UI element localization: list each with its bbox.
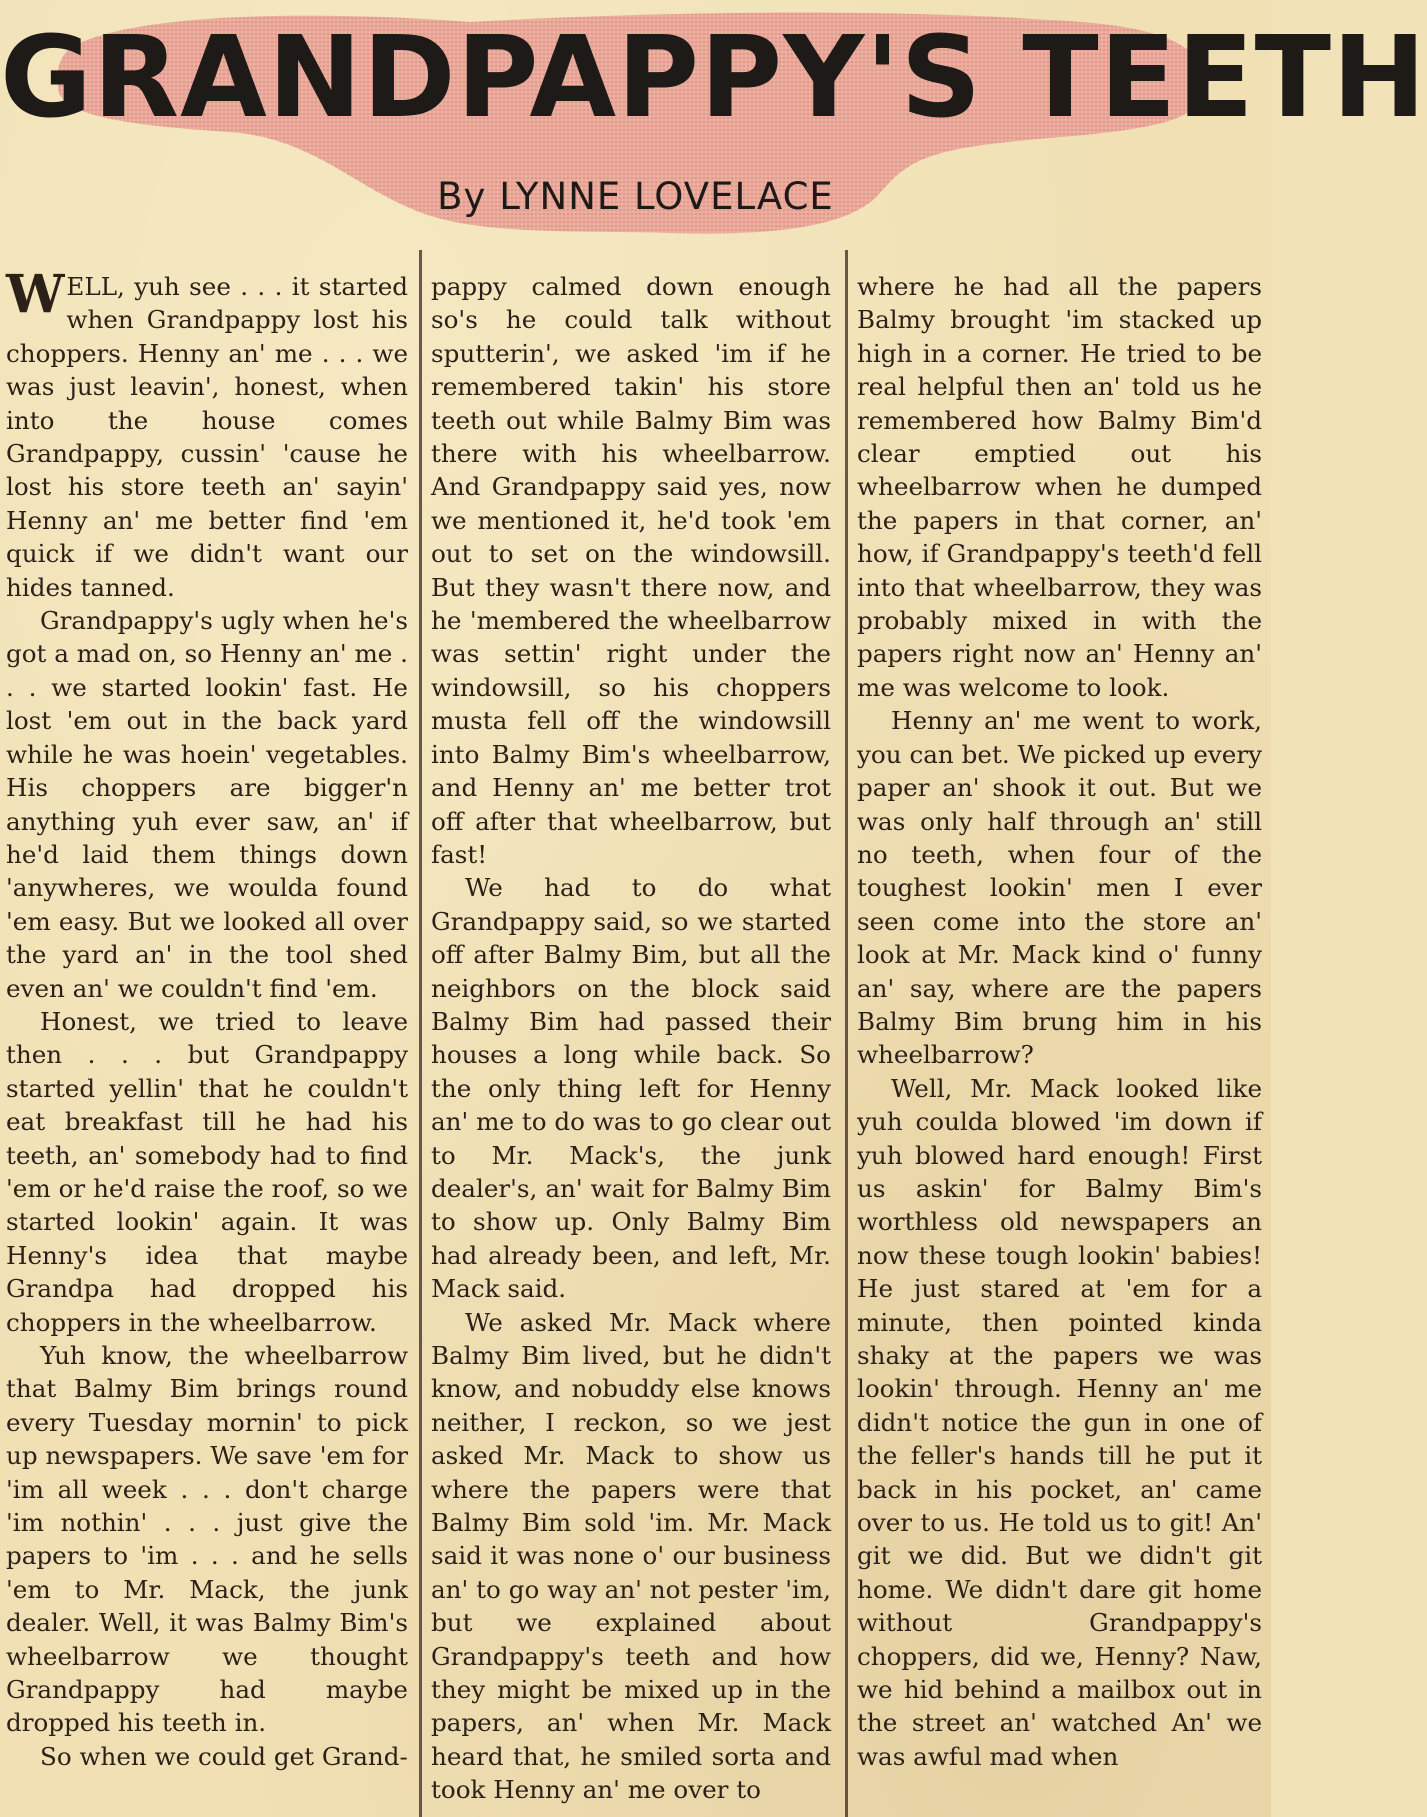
paragraph: where he had all the papers Balmy brought 'im stacked up high in a corner. He tried to be real helpful then an' told us he remembered how Balmy Bim'd clear emptied out his wheelbarrow when he dumped the papers in that corner, an' how, if Grandpappy's teeth'd fell into that wheelbarrow, they was probably mixed in with the papers right now an' Henny an' me was welcome to look. xyxy=(857,272,1262,702)
drop-cap: W xyxy=(6,264,65,325)
paragraph: Grandpappy's ugly when he's got a mad on, so Henny an' me . . . we started lookin' fast. He lost 'em out in the back yard while he was hoein' vegetables. His choppers are bigger'n anything yuh ever saw, an' if he'd laid them things down 'anywheres, we woulda found 'em easy. But we looked all over the yard an' in the tool shed even an' we couldn't find 'em. xyxy=(6,606,408,1003)
story-column-1 xyxy=(6,264,408,1773)
story-byline: By LYNNE LOVELACE xyxy=(437,175,834,218)
paragraph: We had to do what Grandpappy said, so we started off after Balmy Bim, but all the neighbors on the block said Balmy Bim had passed their houses a long while back. So the only thing left for Henny an' me to do was to go clear out to Mr. Mack's, the junk dealer's, an' wait for Balmy Bim to show up. Only Balmy Bim had already been, and left, Mr. Mack said. xyxy=(431,873,831,1304)
story-column-3 xyxy=(857,270,1262,1773)
paragraph: We asked Mr. Mack where Balmy Bim lived, but he didn't know, and nobuddy else knows neither, I reckon, so we jest asked Mr. Mack to show us where the papers were that Balmy Bim sold 'im. Mr. Mack said it was none o' our business an' to go way an' not pester 'im, but we explained about Grandpappy's teeth and how they might be mixed up in the papers, an' when Mr. Mack heard that, he smiled sorta and took Henny an' me over to xyxy=(431,1307,831,1805)
paragraph-text: ELL, yuh see . . . it started when Grandpappy lost his choppers. Henny an' me . . . we was just leavin', honest, when into the house comes Grandpappy, cussin' 'cause he lost his store teeth an' sayin' Henny an' me better find 'em quick if we didn't want our hides tanned. xyxy=(6,272,408,602)
paragraph xyxy=(6,264,408,604)
paragraph: pappy calmed down enough so's he could talk without sputterin', we asked 'im if he remembered takin' his store teeth out while Balmy Bim was there with his wheelbarrow. And Grandpappy said yes, now we mentioned it, he'd took 'em out to set on the windowsill. But they wasn't there now, and he 'membered the wheelbarrow was settin' right under the windowsill, so his choppers musta fell off the windowsill into Balmy Bim's wheelbarrow, and Henny an' me better trot off after that wheelbarrow, but fast! xyxy=(431,272,831,869)
paragraph: Well, Mr. Mack looked like yuh coulda blowed 'im down if yuh blowed hard enough! First us askin' for Balmy Bim's worthless old newspapers an now these tough lookin' babies! He just stared at 'em for a minute, then pointed kinda shaky at the papers we was lookin' through. Henny an' me didn't notice the gun in one of the feller's hands till he put it back in his pocket, an' came over to us. He told us to git! An' git we did. But we didn't git home. We didn't dare git home without Grandpappy's choppers, did we, Henny? Naw, we hid behind a mailbox out in the street an' watched An' we was awful mad when xyxy=(857,1073,1262,1771)
story-column-2 xyxy=(431,270,831,1807)
column-divider xyxy=(419,250,422,1817)
paragraph: Honest, we tried to leave then . . . but Grandpappy started yellin' that he couldn't eat breakfast till he had his teeth, an' somebody had to find 'em or he'd raise the roof, so we started lookin' again. It was Henny's idea that maybe Grandpa had dropped his choppers in the wheelbarrow. xyxy=(6,1006,408,1337)
paragraph: Yuh know, the wheelbarrow that Balmy Bim brings round every Tuesday mornin' to pick up newspapers. We save 'em for 'im all week . . . don't charge 'im nothin' . . . just give the papers to 'im . . . and he sells 'em to Mr. Mack, the junk dealer. Well, it was Balmy Bim's wheelbarrow we thought Grandpappy had maybe dropped his teeth in. xyxy=(6,1341,408,1738)
paragraph: Henny an' me went to work, you can bet. We picked up every paper an' shook it out. But we was only half through an' still no teeth, when four of the toughest lookin' men I ever seen come into the store an' look at Mr. Mack kind o' funny an' say, where are the papers Balmy Bim brung him in his wheelbarrow? xyxy=(857,706,1262,1070)
column-divider xyxy=(845,250,848,1817)
story-title: GRANDPAPPY'S TEETH xyxy=(0,13,1427,143)
paragraph: So when we could get Grand- xyxy=(40,1741,408,1771)
